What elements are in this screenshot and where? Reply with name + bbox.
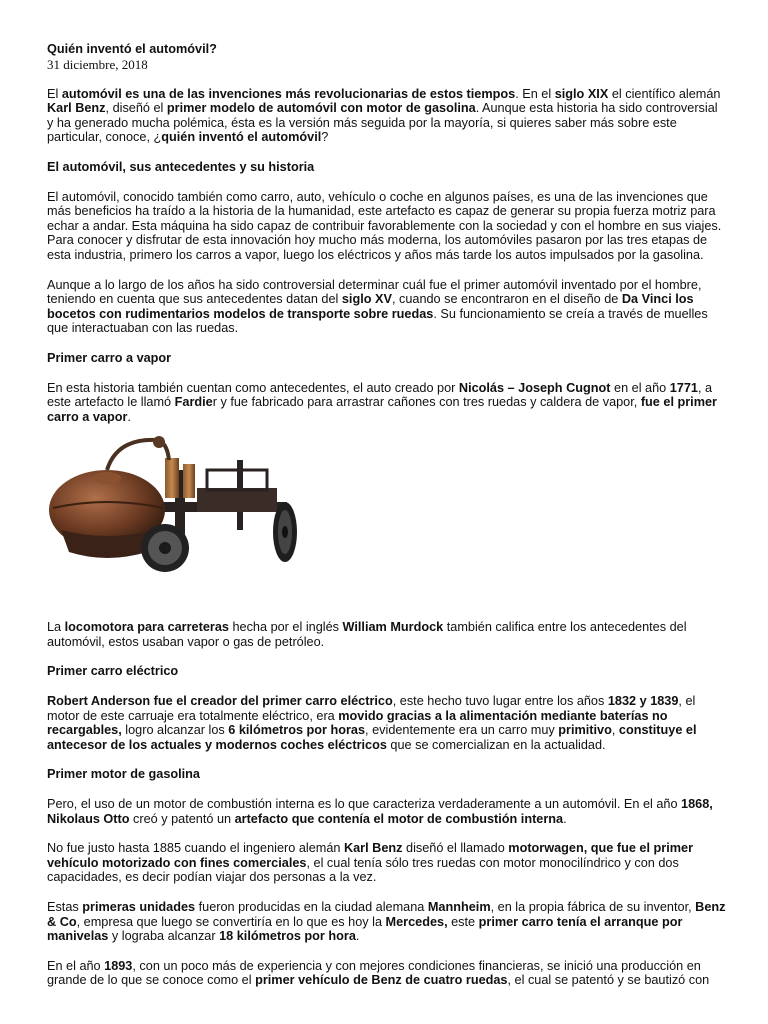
body-text: que se comercializan en la actualidad. — [386, 737, 606, 752]
article-title: Quién inventó el automóvil? — [47, 42, 217, 56]
body-text: , el cual se patentó y se bautizó con — [507, 973, 710, 988]
body-text: r y fue fabricado para arrastrar cañones con tres ruedas y caldera de vapor, — [212, 395, 641, 410]
body-text: Pero, el uso de un motor de combustión interna es lo que caracteriza verdaderamente a un automóvil. En el año — [47, 797, 682, 812]
intro-paragraph — [47, 87, 727, 145]
body-text: hecha por el inglés — [228, 620, 343, 635]
body-text: . Su funcionamiento se creía a través de muelles que interactuaban con las ruedas. — [47, 306, 708, 336]
body-text: Aunque a lo largo de los años ha sido controversial determinar cuál fue el primer automóvil inventado por el hombre, teniendo en cuenta que sus antecedentes datan del — [47, 277, 702, 307]
body-text: , empresa que luego se convertiría en lo que es hoy la — [76, 914, 386, 929]
body-text: , — [611, 723, 619, 738]
body-text: . En el — [515, 86, 555, 101]
electric-paragraph — [47, 694, 727, 752]
body-text: , con un poco más de experiencia y con mejores condiciones financieras, se inició una producción en grande de lo que se conoce como el — [47, 958, 701, 988]
body-text: logro alcanzar los — [121, 723, 229, 738]
body-text: , cuando se encontraron en el diseño de — [391, 292, 622, 307]
emphasis-text: Karl Benz — [343, 841, 403, 856]
section-heading-gasoline: Primer motor de gasolina — [47, 767, 200, 782]
body-text: en el año — [610, 380, 670, 395]
locomotive-paragraph — [47, 620, 727, 649]
body-text: La — [47, 620, 65, 635]
steam-paragraph — [47, 381, 727, 425]
steam-carriage-image — [47, 430, 305, 580]
emphasis-text: primeras unidades — [82, 900, 196, 914]
body-text: . — [355, 929, 360, 944]
body-text: En esta historia también cuentan como antecedentes, el auto creado por — [47, 380, 459, 395]
emphasis-text: Da Vinci los bocetos con rudimentarios modelos de transporte sobre ruedas — [47, 292, 694, 321]
body-text: , evidentemente era un carro muy — [365, 723, 559, 738]
body-text: también califica entre los antecedentes del automóvil, estos usaban vapor o gas de petróleo. — [47, 620, 687, 649]
emphasis-text: 18 kilómetros por hora — [219, 929, 356, 944]
section-heading-history: El automóvil, sus antecedentes y su historia — [47, 159, 315, 174]
emphasis-text: automóvil es una de las invenciones más revolucionarias de estos tiempos — [61, 86, 516, 101]
emphasis-text: constituye el antecesor de los actuales y modernos coches eléctricos — [47, 723, 697, 752]
section-heading-electric: Primer carro eléctrico — [47, 664, 179, 679]
gasoline-paragraph-4 — [47, 959, 727, 988]
emphasis-text: 1868, Nikolaus Otto — [47, 797, 713, 826]
body-text: fueron producidas en la ciudad alemana — [195, 900, 428, 914]
body-text: ? — [321, 130, 329, 145]
body-text: Estas — [47, 900, 83, 914]
gasoline-paragraph-3 — [47, 900, 727, 944]
emphasis-text: quién inventó el automóvil — [161, 130, 322, 145]
article-date: 31 diciembre, 2018 — [47, 56, 148, 72]
emphasis-text: Nicolás – Joseph Cugnot — [458, 380, 611, 395]
emphasis-text: 1771 — [669, 380, 698, 395]
body-text: diseñó el llamado — [402, 841, 509, 856]
body-text: creó y patentó un — [129, 811, 235, 826]
body-text: el científico alemán — [608, 86, 721, 101]
body-text: , este hecho tuvo lugar entre los años — [392, 694, 608, 709]
emphasis-text: Benz & Co — [47, 900, 726, 929]
emphasis-text: Mercedes, — [385, 914, 448, 929]
body-text: , diseñó el — [105, 101, 167, 116]
emphasis-text: Fardie — [174, 395, 213, 410]
body-text: . — [563, 811, 567, 826]
body-text: y lograba alcanzar — [108, 929, 220, 944]
emphasis-text: 1832 y 1839 — [607, 694, 679, 709]
emphasis-text: Karl Benz — [47, 101, 106, 116]
emphasis-text: William Murdock — [342, 620, 444, 635]
body-text: . Aunque esta historia ha sido controversial y ha generado mucha polémica, ésta es la versión más seguida por la mayoría, si quieres saber más sobre este particular, conoce, ¿ — [47, 101, 718, 145]
body-text: este — [447, 914, 479, 929]
emphasis-text: locomotora para carreteras — [64, 620, 229, 635]
section-heading-steam: Primer carro a vapor — [47, 350, 172, 365]
emphasis-text: artefacto que contenía el motor de combustión interna — [234, 811, 564, 826]
emphasis-text: primitivo — [558, 723, 612, 738]
emphasis-text: primer carro tenía el arranque por manivelas — [47, 914, 683, 944]
emphasis-text: Mannheim — [427, 900, 491, 914]
document-body — [47, 42, 727, 988]
emphasis-text: 6 kilómetros por horas — [228, 723, 366, 738]
body-text: , a este artefacto le llamó — [47, 380, 713, 410]
emphasis-text: motorwagen, que fue el primer vehículo motorizado con fines comerciales — [47, 841, 694, 870]
emphasis-text: Robert Anderson fue el creador del primer carro eléctrico — [47, 694, 393, 709]
history-paragraph-2 — [47, 278, 727, 336]
emphasis-text: primer modelo de automóvil con motor de gasolina — [166, 101, 476, 116]
body-text: , el motor de este carruaje era totalmente eléctrico, era — [47, 694, 696, 723]
body-text: , en la propia fábrica de su inventor, — [490, 900, 696, 914]
body-text: En el año — [47, 958, 105, 973]
emphasis-text: movido gracias a la alimentación mediante baterías no recargables, — [47, 708, 668, 738]
body-text: El automóvil, conocido también como carro, auto, vehículo o coche en algunos países, es una de las invenciones que más beneficios ha traído a la historia de la humanidad, este artefacto es capaz de generar su propia fuerza motriz para echar a andar. Esta máquina ha sido capaz de contribuir favorablemente con la sociedad y con el hombre en sus viajes. Para conocer y disfrutar de esta innovación hoy mucho más moderna, los automóviles pasaron por las tres etapas de esta industria, primero los carros a vapor, luego los eléctricos y años más tarde los autos impulsados por la gasolina. — [47, 189, 722, 262]
gasoline-paragraph-2 — [47, 841, 727, 885]
emphasis-text: siglo XV — [341, 292, 392, 307]
emphasis-text: fue el primer carro a vapor — [47, 395, 717, 424]
history-paragraph-1 — [47, 190, 727, 263]
body-text: No fue justo hasta 1885 cuando el ingeniero alemán — [47, 841, 344, 856]
emphasis-text: 1893 — [104, 958, 133, 973]
emphasis-text: primer vehículo de Benz de cuatro ruedas — [255, 973, 508, 988]
body-text: . — [127, 409, 131, 424]
gasoline-paragraph-1 — [47, 797, 727, 826]
body-text: El — [47, 86, 62, 101]
emphasis-text: siglo XIX — [554, 86, 609, 101]
body-text: , el cual tenía sólo tres ruedas con motor monocilíndrico y con dos capacidades, es decir podían viajar dos personas a la vez. — [47, 855, 679, 885]
